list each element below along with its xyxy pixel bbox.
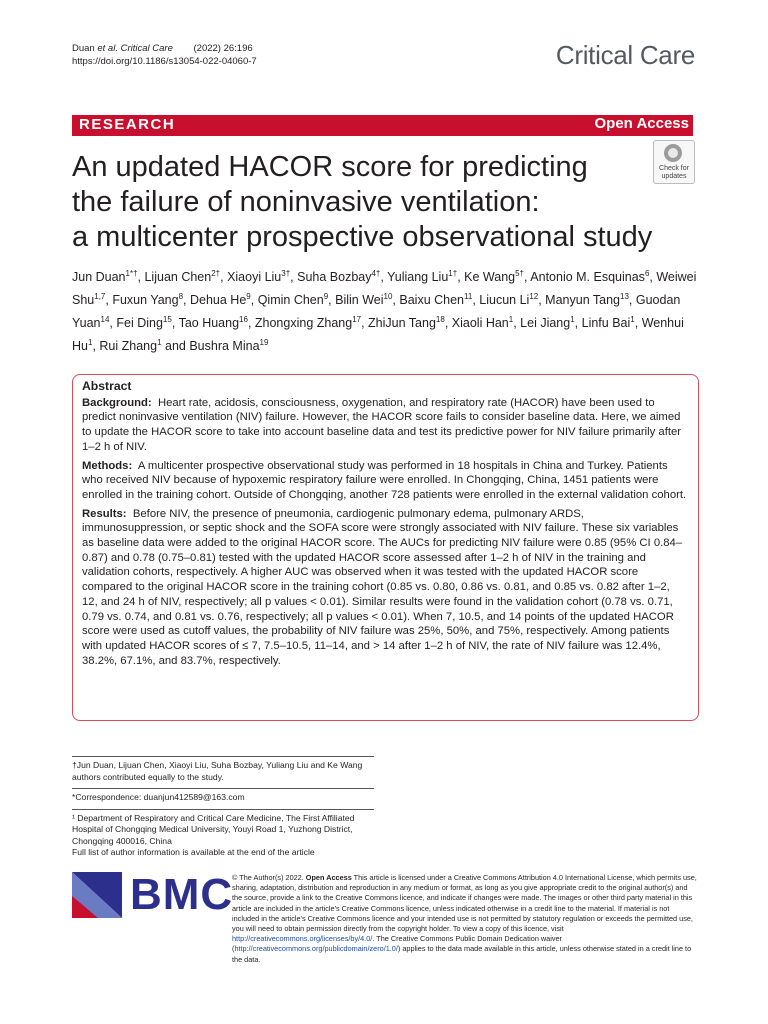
affiliation-note: ¹ Department of Respiratory and Critical Care Medicine, The First Affiliated Hospital of Chongqing Medical University, Youyi Road 1, Yuzhong District, Chongqing 400016, China bbox=[72, 812, 355, 846]
check-for-updates-icon bbox=[664, 144, 682, 162]
section-banner bbox=[72, 115, 693, 136]
footnote-divider bbox=[72, 809, 374, 810]
author-affiliation-marker: 12 bbox=[529, 292, 539, 302]
author-affiliation-marker: 2† bbox=[211, 269, 221, 278]
bmc-logo bbox=[72, 870, 234, 922]
open-access-label: Open Access bbox=[594, 115, 689, 132]
author-name[interactable]: Lijuan Chen bbox=[144, 270, 212, 285]
author-affiliation-marker: 19 bbox=[259, 338, 269, 348]
full-list-note: Full list of author information is available at the end of the article bbox=[72, 847, 315, 857]
background-text: Heart rate, acidosis, consciousness, oxygenation, and respiratory rate (HACOR) have been used to predict noninvasive ventilation (NIV) failure. However, the HACOR score fails to consider baseline data. Here, we aimed to update the HACOR score to take into account baseline data and test its predictive power for NIV failure primarily after 1–2 h of NIV. bbox=[82, 396, 682, 453]
author-name[interactable]: Suha Bozbay bbox=[297, 270, 372, 285]
author-name[interactable]: Tao Huang bbox=[178, 316, 240, 331]
author-name[interactable]: Wenhui Hu bbox=[72, 316, 684, 354]
author-name[interactable]: Antonio M. Esquinas bbox=[530, 270, 645, 285]
footnotes bbox=[72, 756, 374, 864]
author-name[interactable]: Lei Jiang bbox=[520, 316, 571, 331]
author-affiliation-marker: 15 bbox=[162, 315, 172, 325]
author-affiliation-marker: 10 bbox=[383, 292, 393, 302]
author-affiliation-marker: 5† bbox=[515, 269, 525, 278]
footnote-divider bbox=[72, 788, 374, 789]
abstract-results bbox=[82, 507, 688, 669]
title-line-1: An updated HACOR score for predicting bbox=[72, 151, 588, 183]
section-label: RESEARCH bbox=[79, 116, 176, 133]
author-affiliation-marker: 1† bbox=[448, 269, 458, 278]
doi-link[interactable]: https://doi.org/10.1186/s13054-022-04060-7 bbox=[72, 56, 257, 67]
abstract-methods bbox=[82, 459, 688, 503]
author-affiliation-marker: 4† bbox=[371, 269, 381, 278]
author-name[interactable]: Weiwei Shu bbox=[72, 270, 697, 308]
abstract-box bbox=[72, 374, 699, 721]
author-name[interactable]: Liucun Li bbox=[479, 293, 530, 308]
author-affiliation-marker: 18 bbox=[435, 315, 445, 325]
badge-line-2: updates bbox=[661, 173, 687, 180]
author-name[interactable]: Bilin Wei bbox=[335, 293, 384, 308]
author-affiliation-marker: 6 bbox=[644, 269, 650, 278]
author-affiliation-marker: 1 bbox=[508, 315, 514, 325]
author-name[interactable]: Dehua He bbox=[190, 293, 247, 308]
author-name[interactable]: Baixu Chen bbox=[399, 293, 464, 308]
citation-journal: et al. Critical Care bbox=[97, 43, 173, 54]
license-link-2[interactable]: http://creativecommons.org/publicdomain/zero/1.0/ bbox=[234, 944, 398, 954]
footnote-divider bbox=[72, 756, 374, 757]
author-affiliation-marker: 3† bbox=[281, 269, 291, 278]
background-label: Background: bbox=[82, 396, 152, 409]
author-affiliation-marker: 1,7 bbox=[94, 292, 106, 302]
author-name[interactable]: Fuxun Yang bbox=[112, 293, 179, 308]
author-affiliation-marker: 8 bbox=[178, 292, 184, 302]
title-line-2: the failure of noninvasive ventilation: bbox=[72, 186, 540, 218]
journal-name: Critical Care bbox=[555, 40, 695, 70]
author-name[interactable]: Bushra Mina bbox=[189, 339, 260, 354]
abstract-background bbox=[82, 396, 688, 455]
author-name[interactable]: Qimin Chen bbox=[257, 293, 324, 308]
license-body-2: . The Creative Commons Public Domain Dedication waiver ( bbox=[232, 934, 562, 954]
author-affiliation-marker: 1*† bbox=[125, 269, 138, 278]
author-name[interactable]: Fei Ding bbox=[116, 316, 163, 331]
author-affiliation-marker: 1 bbox=[570, 315, 575, 325]
methods-label: Methods: bbox=[82, 459, 133, 472]
author-affiliation-marker: 1 bbox=[157, 338, 162, 348]
citation-year: (2022) 26:196 bbox=[193, 43, 253, 54]
results-label: Results: bbox=[82, 507, 127, 520]
author-affiliation-marker: 9 bbox=[323, 292, 329, 302]
author-affiliation-marker: 13 bbox=[620, 292, 629, 302]
author-name[interactable]: Jun Duan bbox=[72, 270, 126, 285]
author-list: Jun Duan$^{1*\dagger}$, Lijuan Chen$^{2\dagger}$, Xiaoyi Liu$^{3\dagger}$, Suha Bozbay$^{4\dagger}$, Yuliang Liu$^{1\dagger}$, Ke Wang$^{5\dagger}$, Antonio M. Esquinas$^6$, Weiwei Shu$^{1,7}$, Fuxun Yang$^8$, Dehua He$^9$, Qimin Chen$^9$, Bilin Wei$^{10}$, Baixu Chen$^{11}$, Liucun Li$^{12}$, Manyun Tang$^{13}$, Guodan Yuan$^{14}$, Fei Ding$^{15}$, Tao Huang$^{16}$, Zhongxing Zhang$^{17}$, ZhiJun Tang$^{18}$, Xiaoli Han$^1$, Lei Jiang$^1$, Linfu Bai$^1$, Wenhui Hu$^1$, Rui Zhang$^1$ and Bushra Mina$^{19}$ bbox=[72, 269, 697, 354]
license-prefix: © The Author(s) 2022. bbox=[232, 873, 304, 882]
author-name[interactable]: Yuliang Liu bbox=[387, 270, 449, 285]
license-link-1[interactable]: http://creativecommons.org/licenses/by/4.0/ bbox=[232, 934, 373, 944]
author-name[interactable]: Linfu Bai bbox=[581, 316, 631, 331]
author-name[interactable]: ZhiJun Tang bbox=[368, 316, 436, 331]
results-text: Before NIV, the presence of pneumonia, cardiogenic pulmonary edema, pulmonary ARDS, immunosuppression, or septic shock and the SOFA score were strongly associated with NIV failure. These six variables as baseline data were added to the original HACOR score. The AUCs for predicting NIV failure were 0.85 (95% CI 0.84–0.87) and 0.78 (0.75–0.81) tested with the updated HACOR score assessed after 1–2 h of NIV in the training and validation cohorts, respectively. A higher AUC was observed when it was tested with the updated HACOR score compared to the original HACOR score in the training cohort (0.85 vs. 0.80, 0.86 vs. 0.81, and 0.85 vs. 0.82 after 1–2, 12, and 24 h of NIV, respectively; all p values < 0.01). Similar results were found in the validation cohort (0.78 vs. 0.71, 0.79 vs. 0.74, and 0.81 vs. 0.76, respectively; all p values < 0.01). When 7, 10.5, and 14 points of the updated HACOR score were used as cutoff values, the probability of NIV failure was 25%, 50%, and 75%, respectively. Among patients with updated HACOR scores of ≤ 7, 7.5–10.5, 11–14, and > 14 after 1–2 h of NIV, the rate of NIV failure was 12.4%, 38.2%, 67.1%, and 83.7%, respectively. bbox=[82, 507, 683, 667]
author-name[interactable]: Manyun Tang bbox=[545, 293, 620, 308]
author-affiliation-marker: 1 bbox=[87, 338, 93, 348]
author-name[interactable]: Guodan Yuan bbox=[72, 293, 681, 331]
author-name[interactable]: Xiaoli Han bbox=[451, 316, 509, 331]
citation-authors: Duan bbox=[72, 43, 95, 54]
correspondence-note: *Correspondence: duanjun412589@163.com bbox=[72, 792, 245, 802]
author-affiliation-marker: 9 bbox=[246, 292, 251, 302]
author-affiliation-marker: 14 bbox=[100, 315, 110, 325]
author-affiliation-marker: 11 bbox=[464, 292, 473, 302]
author-affiliation-marker: 17 bbox=[352, 315, 362, 325]
bmc-logo-text: BMC bbox=[130, 870, 234, 919]
equal-contribution-note: †Jun Duan, Lijuan Chen, Xiaoyi Liu, Suha Bozbay, Yuliang Liu and Ke Wang authors contributed equally to the study. bbox=[72, 760, 363, 782]
license-text bbox=[232, 873, 697, 965]
author-affiliation-marker: 1 bbox=[630, 315, 635, 325]
methods-text: A multicenter prospective observational study was performed in 18 hospitals in China and Turkey. Patients who received NIV because of hypoxemic respiratory failure were enrolled. In Chongqing, China, 1451 patients were enrolled in the training cohort. Outside of Chongqing, another 728 patients were enrolled in the external validation cohort. bbox=[82, 459, 687, 501]
badge-line-1: Check for bbox=[659, 165, 689, 172]
author-name[interactable]: Ke Wang bbox=[464, 270, 516, 285]
author-name[interactable]: Rui Zhang bbox=[99, 339, 158, 354]
license-body-3: ) applies to the data made available in this article, unless otherwise stated in a credit line to the data. bbox=[232, 944, 692, 964]
author-name[interactable]: Xiaoyi Liu bbox=[227, 270, 282, 285]
citation-header bbox=[72, 42, 257, 68]
citation-line bbox=[72, 42, 257, 55]
license-body-1: This article is licensed under a Creative Commons Attribution 4.0 International License, which permits use, sharing, adaptation, distribution and reproduction in any medium or format, as long as you give appropriate credit to the original author(s) and the source, provide a link to the Creative Commons licence, and indicate if changes were made. The images or other third party material in this article are included in the article's Creative Commons licence, unless indicated otherwise in a credit line to the material. If material is not included in the article's Creative Commons licence and your intended use is not permitted by statutory regulation or exceeds the permitted use, you will need to obtain permission directly from the copyright holder. To view a copy of this licence, visit bbox=[232, 873, 697, 934]
author-affiliation-marker: 16 bbox=[239, 315, 248, 325]
abstract-heading: Abstract bbox=[82, 379, 132, 393]
check-for-updates-badge[interactable] bbox=[653, 140, 695, 184]
author-name[interactable]: Zhongxing Zhang bbox=[254, 316, 353, 331]
license-open-access: Open Access bbox=[305, 873, 352, 882]
article-title bbox=[72, 150, 662, 255]
bmc-logo-icon bbox=[72, 872, 122, 918]
title-line-3: a multicenter prospective observational study bbox=[72, 221, 653, 253]
